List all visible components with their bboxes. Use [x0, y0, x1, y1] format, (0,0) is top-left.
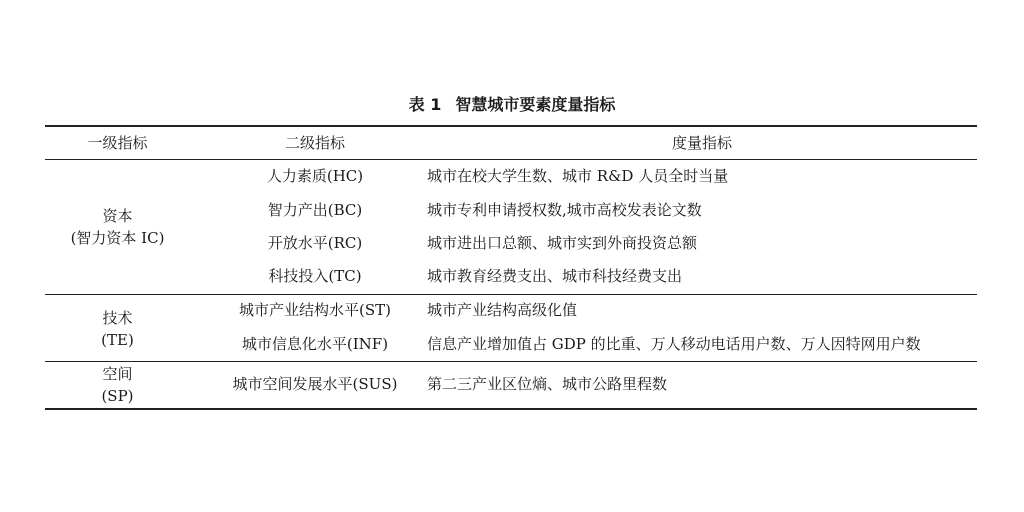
level1-technology-name: 技术 [102, 309, 133, 327]
level1-space [45, 363, 190, 407]
table-caption [0, 92, 1024, 115]
metric-inf: 信息产业增加值占 GDP 的比重、万人移动电话用户数、万人因特网用户数 [427, 335, 921, 353]
level2-hc: 人力素质(HC) [266, 167, 364, 185]
group-rule-2 [45, 361, 977, 362]
level1-space-name: 空间 [102, 365, 133, 383]
table-title: 智慧城市要素度量指标 [455, 95, 616, 114]
header-level1: 一级指标 [87, 134, 148, 152]
level1-capital-code: (智力资本 IC) [70, 229, 165, 247]
metric-tc: 城市教育经费支出、城市科技经费支出 [427, 267, 683, 285]
level2-rc: 开放水平(RC) [267, 234, 363, 252]
level1-capital [45, 205, 190, 249]
level2-inf: 城市信息化水平(INF) [241, 335, 389, 353]
level2-sus: 城市空间发展水平(SUS) [232, 375, 398, 393]
level1-technology-code: (TE) [101, 331, 134, 349]
level2-bc: 智力产出(BC) [267, 201, 363, 219]
metric-st: 城市产业结构高级化值 [427, 301, 578, 319]
level1-space-code: (SP) [101, 387, 134, 405]
header-rule [45, 159, 977, 160]
metric-bc: 城市专利申请授权数,城市高校发表论文数 [427, 201, 702, 219]
header-level2: 二级指标 [284, 134, 345, 152]
level2-tc: 科技投入(TC) [268, 267, 362, 285]
level1-technology [45, 307, 190, 351]
header-metric: 度量指标 [671, 134, 732, 152]
table-number: 表 1 [408, 95, 442, 114]
top-rule [45, 125, 977, 127]
group-rule-1 [45, 294, 977, 295]
metric-hc: 城市在校大学生数、城市 R&D 人员全时当量 [427, 167, 729, 185]
level2-st: 城市产业结构水平(ST) [239, 301, 391, 319]
bottom-rule [45, 408, 977, 410]
metric-sus: 第二三产业区位熵、城市公路里程数 [427, 375, 668, 393]
metric-rc: 城市进出口总额、城市实到外商投资总额 [427, 234, 698, 252]
level1-capital-name: 资本 [102, 207, 133, 225]
